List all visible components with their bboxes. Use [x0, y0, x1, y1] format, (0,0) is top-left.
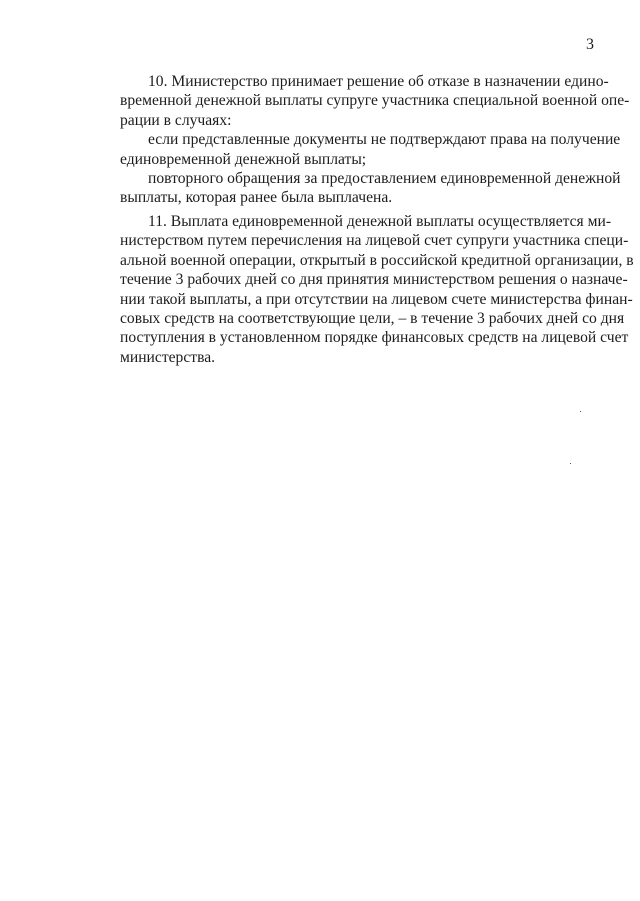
paragraph-11-line: 11. Выплата единовременной денежной выплаты осуществляется ми- — [148, 213, 612, 230]
page-number: 3 — [586, 36, 594, 53]
paragraph-10-line: повторного обращения за предоставлением единовременной денежной — [148, 169, 621, 187]
paragraph-10-line: 10. Министерство принимает решение об отказе в назначении едино- — [148, 73, 609, 90]
paragraph-11-line: совых средств на соответствующие цели, – в течение 3 рабочих дней со дня — [120, 309, 625, 327]
paragraph-11-line: поступления в установленном порядке финансовых средств на лицевой счет — [120, 329, 629, 347]
scan-speck — [570, 463, 571, 464]
paragraph-10-line: выплаты, которая ранее была выплачена. — [120, 189, 393, 207]
paragraph-11 — [120, 212, 634, 367]
paragraph-11-line: министерства. — [120, 348, 216, 366]
paragraph-11-line: нии такой выплаты, а при отсутствии на лицевом счете министерства финан- — [120, 290, 633, 308]
paragraph-10-line: единовременной денежной выплаты; — [120, 150, 367, 168]
paragraph-10-line: рации в случаях: — [120, 111, 232, 129]
paragraph-11-line: течение 3 рабочих дней со дня принятия министерством решения о назначе- — [120, 271, 628, 289]
paragraph-10 — [120, 72, 630, 208]
paragraph-11-line: альной военной операции, открытый в российской кредитной организации, в — [120, 251, 634, 269]
paragraph-10-line: временной денежной выплаты супруге участника специальной военной опе- — [120, 92, 630, 110]
paragraph-11-line: нистерством путем перечисления на лицевой счет супруги участника специ- — [120, 232, 629, 250]
scan-speck — [580, 411, 581, 412]
paragraph-10-line: если представленные документы не подтверждают права на получение — [148, 131, 621, 149]
